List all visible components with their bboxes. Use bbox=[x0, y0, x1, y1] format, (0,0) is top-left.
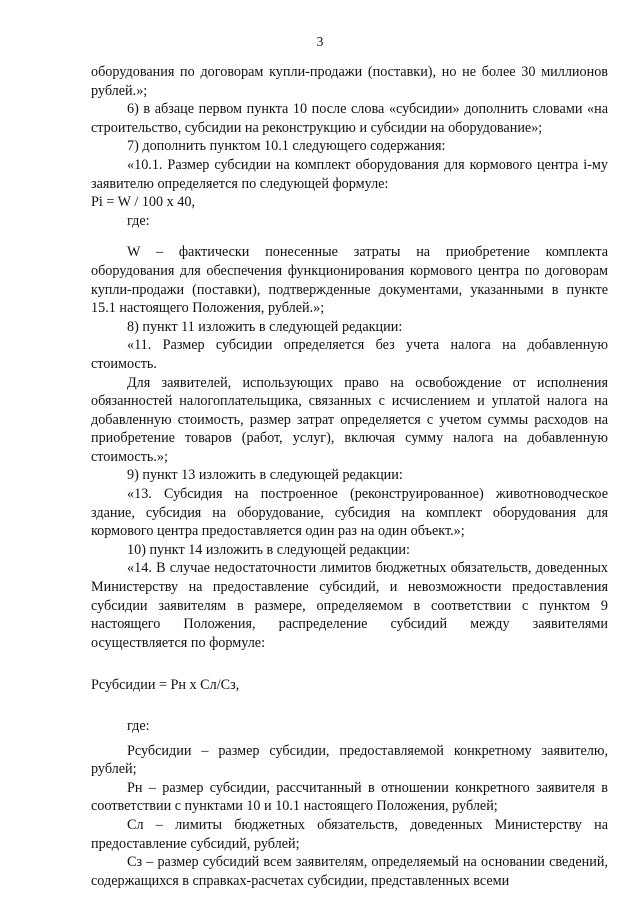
document-body bbox=[91, 63, 608, 890]
paragraph: 9) пункт 13 изложить в следующей редакции: bbox=[127, 467, 403, 484]
paragraph: 10) пункт 14 изложить в следующей редакции: bbox=[127, 541, 410, 558]
paragraph: оборудования по договорам купли-продажи (поставки), но не более 30 миллионов рублей.»; bbox=[91, 64, 608, 99]
formula-subsidy-kit: Pi = W / 100 x 40, bbox=[91, 194, 196, 211]
formula-subsidy-distribution: Рсубсидии = Рн х Сл/Сз, bbox=[91, 677, 240, 694]
where-label: где: bbox=[127, 718, 150, 734]
paragraph: Рн – размер субсидии, рассчитанный в отношении конкретного заявителя в соответствии с пунктами 10 и 10.1 настоящего Положения, рублей; bbox=[91, 779, 608, 815]
where-label: где: bbox=[127, 212, 150, 229]
paragraph: Для заявителей, использующих право на освобождение от исполнения обязанностей налогоплательщика, связанных с исчислением и уплатой налога на добавленную стоимость, размер затрат определяется с учетом суммы расходов на приобретение товаров (работ, услуг), включая сумму налога на добавленную стоимость.»; bbox=[91, 374, 608, 465]
page-number: 3 bbox=[316, 34, 324, 49]
paragraph: «10.1. Размер субсидии на комплект оборудования для кормового центра i-му заявителю определяется по следующей формуле: bbox=[91, 156, 608, 192]
paragraph: «13. Субсидия на построенное (реконструированное) животноводческое здание, субсидия на оборудование, субсидия на комплект оборудования для кормового центра предоставляется один раз на один объект.»; bbox=[91, 486, 608, 540]
paragraph: W – фактически понесенные затраты на приобретение комплекта оборудования для обеспечения функционирования кормового центра по договорам купли-продажи (поставки), подтвержденные документами, указанными в пункте 15.1 настоящего Положения, рублей.»; bbox=[91, 244, 608, 317]
paragraph: Сл – лимиты бюджетных обязательств, доведенных Министерству на предоставление субсидий, рублей; bbox=[91, 816, 608, 852]
paragraph: Сз – размер субсидий всем заявителям, определяемый на основании сведений, содержащихся в справках-расчетах субсидии, представленных всеми bbox=[91, 854, 608, 889]
paragraph: 6) в абзаце первом пункта 10 после слова «субсидии» дополнить словами «на строительство, субсидии на реконструкцию и субсидии на оборудование»; bbox=[91, 101, 608, 136]
paragraph: 7) дополнить пунктом 10.1 следующего содержания: bbox=[127, 138, 446, 155]
paragraph: «14. В случае недостаточности лимитов бюджетных обязательств, доведенных Министерству на предоставление субсидий, и невозможности предоставления субсидии заявителям в размере, определяемом в соответствии с пунктом 9 настоящего Положения, распределение субсидий между заявителями осуществляется по формуле: bbox=[91, 560, 608, 651]
paragraph: Рсубсидии – размер субсидии, предоставляемой конкретному заявителю, рублей; bbox=[91, 742, 608, 778]
paragraph: «11. Размер субсидии определяется без учета налога на добавленную стоимость. bbox=[91, 337, 608, 372]
paragraph: 8) пункт 11 изложить в следующей редакции: bbox=[127, 318, 403, 335]
